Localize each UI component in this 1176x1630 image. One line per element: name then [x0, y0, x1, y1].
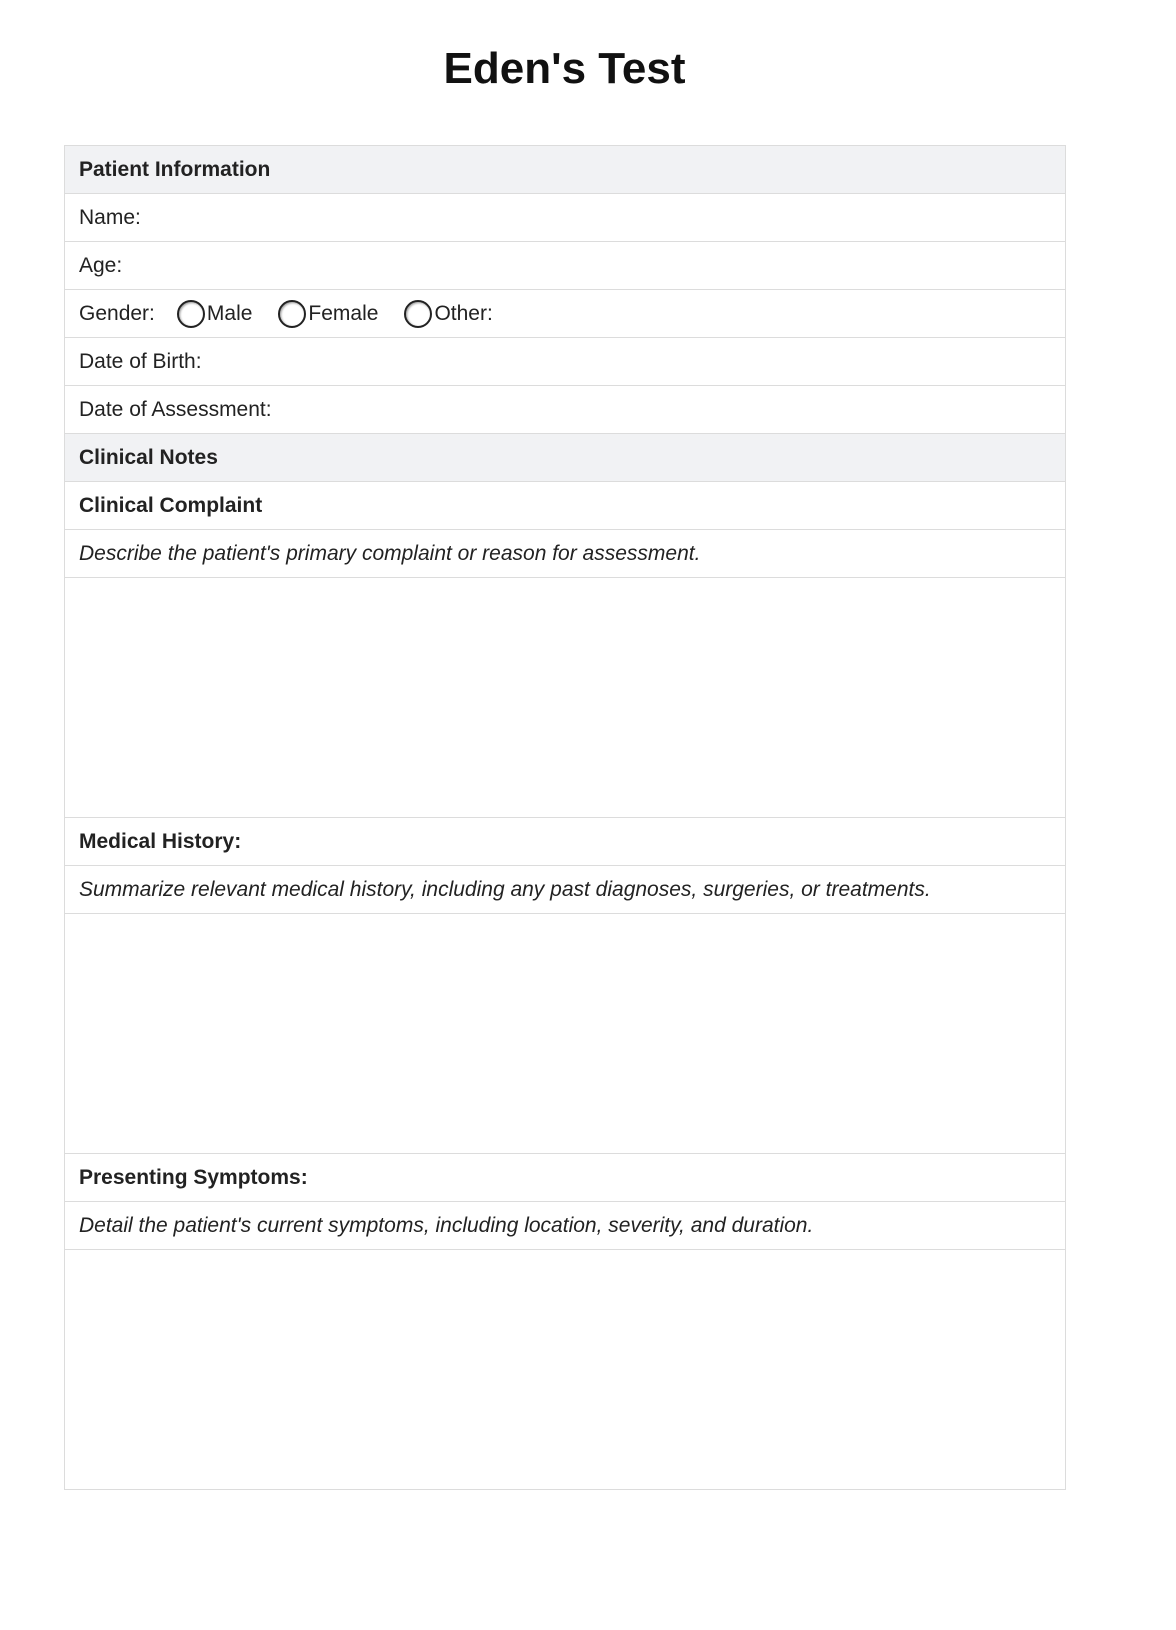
clinical-complaint-description: Describe the patient's primary complaint or reason for assessment. — [65, 530, 1065, 578]
gender-field — [65, 290, 1065, 338]
gender-radio-female[interactable] — [278, 300, 378, 328]
medical-history-title: Medical History: — [65, 818, 1065, 866]
radio-circle-icon[interactable] — [278, 300, 306, 328]
medical-history-textarea[interactable] — [65, 914, 1065, 1154]
gender-radio-other[interactable] — [404, 300, 492, 328]
age-label: Age: — [79, 253, 123, 277]
medical-history-description: Summarize relevant medical history, including any past diagnoses, surgeries, or treatments. — [65, 866, 1065, 914]
name-field[interactable] — [65, 194, 1065, 242]
section-header-patient-information: Patient Information — [65, 146, 1065, 194]
section-header-clinical-notes: Clinical Notes — [65, 434, 1065, 482]
radio-label: Male — [206, 301, 253, 325]
presenting-symptoms-textarea[interactable] — [65, 1250, 1065, 1489]
gender-radio-male[interactable] — [177, 300, 253, 328]
age-field[interactable] — [65, 242, 1065, 290]
dob-label: Date of Birth: — [79, 349, 202, 373]
radio-label: Other: — [434, 301, 493, 325]
assessment-form — [64, 145, 1066, 1490]
assessment-date-label: Date of Assessment: — [79, 397, 272, 421]
gender-label: Gender: — [79, 301, 155, 325]
radio-circle-icon[interactable] — [404, 300, 432, 328]
clinical-complaint-textarea[interactable] — [65, 578, 1065, 818]
presenting-symptoms-description: Detail the patient's current symptoms, including location, severity, and duration. — [65, 1202, 1065, 1250]
dob-field[interactable] — [65, 338, 1065, 386]
radio-circle-icon[interactable] — [177, 300, 205, 328]
presenting-symptoms-title: Presenting Symptoms: — [65, 1154, 1065, 1202]
clinical-complaint-title: Clinical Complaint — [65, 482, 1065, 530]
name-label: Name: — [79, 205, 141, 229]
radio-label: Female — [308, 301, 379, 325]
assessment-date-field[interactable] — [65, 386, 1065, 434]
page-title: Eden's Test — [443, 44, 686, 93]
